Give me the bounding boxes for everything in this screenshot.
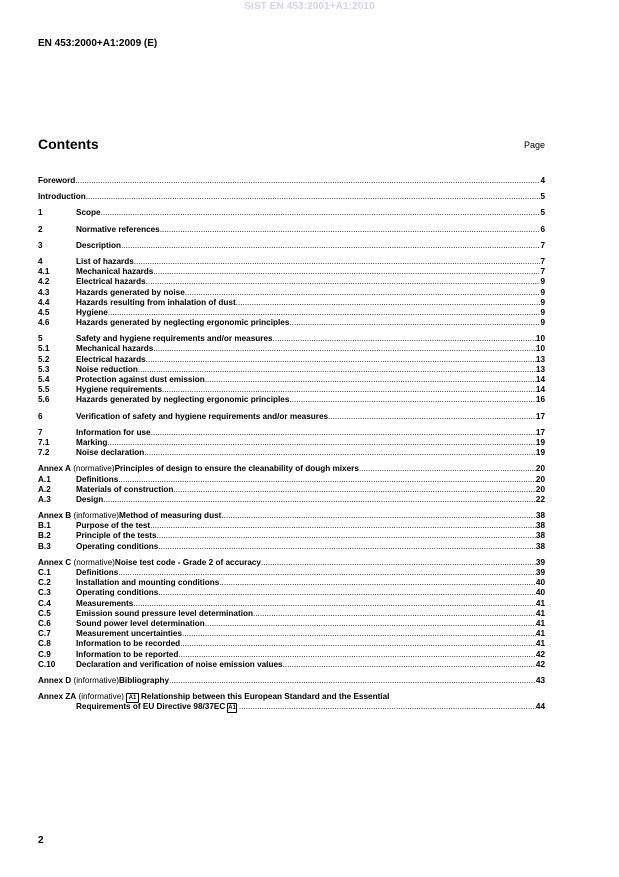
amendment-start-icon: A1	[126, 693, 139, 703]
leader-dots	[103, 495, 536, 505]
annex-title: Principles of design to ensure the cleanability of dough mixers	[114, 464, 359, 474]
toc-group	[38, 692, 545, 712]
toc-entry	[38, 277, 545, 287]
toc-entry	[38, 609, 545, 619]
annex-heading	[38, 464, 115, 474]
leader-dots	[205, 619, 536, 629]
leader-dots	[144, 448, 536, 458]
section-number: 4	[38, 256, 43, 266]
leader-dots	[205, 375, 536, 385]
section-number: 5.2	[38, 354, 50, 364]
leader-dots	[185, 288, 541, 298]
section-number: A.2	[38, 484, 51, 494]
section-number: 4.4	[38, 297, 50, 307]
toc-entry	[38, 485, 545, 495]
toc-entry	[38, 578, 545, 588]
page-ref: 10	[535, 344, 545, 354]
annex-label: Annex C	[38, 557, 72, 567]
annex-type: (normative)	[73, 464, 115, 474]
page-ref: 44	[535, 702, 545, 712]
toc-entry	[38, 208, 545, 218]
page-ref: 42	[535, 649, 545, 659]
toc-entry	[38, 412, 545, 422]
page-ref: 13	[535, 364, 545, 374]
toc-entry	[38, 257, 545, 267]
section-title: Noise declaration	[76, 448, 145, 458]
section-title: Operating conditions	[76, 541, 159, 551]
section-number: 7	[38, 427, 43, 437]
toc-entry	[38, 448, 545, 458]
leader-dots	[133, 599, 536, 609]
leader-dots	[219, 578, 536, 588]
section-number: 7.2	[38, 448, 50, 458]
section-title: Hazards generated by neglecting ergonomic principles	[76, 318, 290, 328]
page-ref: 7	[540, 256, 545, 266]
page-ref: 39	[535, 557, 545, 567]
toc-entry	[38, 438, 545, 448]
toc-group	[38, 428, 545, 459]
section-number: C.2	[38, 578, 51, 588]
leader-dots	[180, 639, 536, 649]
section-number: A.3	[38, 494, 51, 504]
toc-group	[38, 241, 545, 251]
page-ref: 9	[540, 318, 545, 328]
annex-label: Annex ZA	[38, 692, 77, 702]
toc-entry	[38, 355, 545, 365]
section-title: Mechanical hazards	[76, 267, 154, 277]
toc-entry	[38, 521, 545, 531]
section-title: Mechanical hazards	[76, 344, 154, 354]
toc-group	[38, 412, 545, 422]
toc-group	[38, 464, 545, 505]
leader-dots	[162, 385, 536, 395]
leader-dots	[261, 558, 536, 568]
toc-entry	[38, 225, 545, 235]
annex-title: Bibliography	[119, 675, 170, 685]
leader-dots	[253, 609, 536, 619]
leader-dots	[146, 277, 541, 287]
section-number: 5.6	[38, 395, 50, 405]
toc-entry	[38, 531, 545, 541]
page-ref: 6	[540, 224, 545, 234]
toc-entry	[38, 588, 545, 598]
leader-dots	[158, 542, 536, 552]
section-title: Installation and mounting conditions	[76, 578, 220, 588]
toc-annex-entry	[38, 511, 545, 521]
leader-dots	[118, 568, 536, 578]
toc-group	[38, 511, 545, 552]
section-number: 4.1	[38, 267, 50, 277]
leader-dots	[150, 521, 536, 531]
toc-entry	[38, 334, 545, 344]
annex-type: (informative)	[73, 511, 119, 521]
page-ref: 10	[535, 334, 545, 344]
toc-annex-entry	[38, 558, 545, 568]
annex-heading	[38, 511, 119, 521]
annex-label: Annex A	[38, 464, 71, 474]
annex-title: Requirements of EU Directive 98/37EC	[76, 702, 226, 712]
leader-dots	[146, 355, 536, 365]
section-title: Information for use	[76, 427, 151, 437]
section-number: 5	[38, 334, 43, 344]
page-ref: 9	[540, 307, 545, 317]
toc-entry	[38, 599, 545, 609]
section-number: C.7	[38, 629, 51, 639]
toc-group	[38, 225, 545, 235]
section-title: Description	[76, 240, 122, 250]
section-number: 4.5	[38, 307, 50, 317]
section-title: Operating conditions	[76, 588, 159, 598]
leader-dots	[151, 428, 536, 438]
leader-dots	[239, 702, 536, 712]
toc-entry	[38, 176, 545, 186]
section-title: Declaration and verification of noise emission values	[76, 659, 283, 669]
page-ref: 20	[535, 484, 545, 494]
page-ref: 20	[535, 474, 545, 484]
toc-entry	[38, 344, 545, 354]
leader-dots	[158, 588, 536, 598]
toc-entry	[38, 395, 545, 405]
annex-title: Noise test code - Grade 2 of accuracy	[114, 557, 261, 567]
page-ref: 19	[535, 448, 545, 458]
section-number: 1	[38, 208, 43, 218]
leader-dots	[289, 395, 536, 405]
annex-label: Annex D	[38, 675, 72, 685]
section-number: 5.5	[38, 385, 50, 395]
leader-dots	[173, 485, 536, 495]
section-title: Measurement uncertainties	[76, 629, 183, 639]
page-ref: 7	[540, 267, 545, 277]
section-number: B.3	[38, 541, 51, 551]
section-title: Scope	[76, 208, 101, 218]
section-number: A.1	[38, 474, 51, 484]
leader-dots	[153, 267, 540, 277]
section-title: Electrical hazards	[76, 277, 146, 287]
page-ref: 38	[535, 521, 545, 531]
page-ref: 40	[535, 578, 545, 588]
page-ref: 9	[540, 287, 545, 297]
section-title: Hygiene	[76, 307, 108, 317]
page-ref: 20	[535, 464, 545, 474]
toc-entry	[38, 365, 545, 375]
toc-entry	[38, 475, 545, 485]
toc-entry	[38, 542, 545, 552]
toc-entry	[38, 192, 545, 202]
page-ref: 22	[535, 494, 545, 504]
section-number: C.8	[38, 639, 51, 649]
page-ref: 9	[540, 297, 545, 307]
section-title: Safety and hygiene requirements and/or measures	[76, 334, 273, 344]
section-number: C.4	[38, 598, 51, 608]
section-title: Design	[76, 494, 104, 504]
page-ref: 16	[535, 395, 545, 405]
leader-dots	[289, 318, 540, 328]
document-id: EN 453:2000+A1:2009 (E)	[38, 38, 158, 49]
leader-dots	[359, 464, 536, 474]
leader-dots	[178, 650, 536, 660]
section-title: Materials of construction	[76, 484, 174, 494]
section-title: Normative references	[76, 224, 160, 234]
leader-dots	[169, 676, 536, 686]
section-title: Hazards resulting from inhalation of dust	[76, 297, 236, 307]
section-number: 7.1	[38, 437, 50, 447]
toc-entry	[38, 288, 545, 298]
section-number: B.2	[38, 531, 51, 541]
page-ref: 9	[540, 277, 545, 287]
section-title: Marking	[76, 437, 108, 447]
section-title: Measurements	[76, 598, 134, 608]
section-number: 5.4	[38, 375, 50, 384]
leader-dots	[182, 629, 536, 639]
toc-entry	[38, 650, 545, 660]
section-number: C.5	[38, 608, 51, 618]
leader-dots	[138, 365, 536, 375]
toc-entry	[38, 318, 545, 328]
toc-annex-entry	[38, 692, 545, 702]
toc-entry	[38, 267, 545, 277]
section-title: Foreword	[38, 176, 76, 185]
section-number: 6	[38, 411, 43, 421]
toc-group	[38, 176, 545, 186]
table-of-contents	[38, 176, 545, 718]
section-title: List of hazards	[76, 256, 134, 266]
page-ref: 7	[540, 240, 545, 250]
toc-entry	[38, 495, 545, 505]
toc-group	[38, 676, 545, 686]
leader-dots	[86, 192, 541, 202]
page-ref: 19	[535, 437, 545, 447]
page-ref: 41	[535, 598, 545, 608]
section-title: Electrical hazards	[76, 354, 146, 364]
page-ref: 39	[535, 568, 545, 577]
section-number: C.9	[38, 649, 51, 659]
page-ref: 17	[535, 411, 545, 421]
page-ref: 41	[535, 639, 545, 649]
page-column-label: Page	[523, 140, 545, 150]
page-ref: 40	[535, 588, 545, 598]
page-ref: 43	[535, 675, 545, 685]
amendment-end-icon: A1	[228, 705, 236, 712]
leader-dots	[118, 475, 536, 485]
section-number: 2	[38, 224, 43, 234]
page-ref: 14	[535, 385, 545, 395]
toc-entry	[38, 629, 545, 639]
leader-dots	[134, 257, 541, 267]
leader-dots	[153, 344, 536, 354]
annex-type: (informative)	[73, 675, 119, 685]
annex-title: Relationship between this European Standard and the Essential	[141, 692, 390, 702]
leader-dots	[236, 298, 541, 308]
page-number: 2	[38, 835, 44, 846]
section-title: Hygiene requirements	[76, 385, 162, 395]
section-title: Emission sound pressure level determination	[76, 608, 253, 618]
section-number: B.1	[38, 521, 51, 531]
toc-entry	[38, 241, 545, 251]
section-number: C.3	[38, 588, 51, 598]
toc-entry	[38, 428, 545, 438]
section-number: C.1	[38, 568, 51, 577]
toc-group	[38, 208, 545, 218]
toc-annex-entry	[38, 464, 545, 474]
page-ref: 38	[535, 511, 545, 521]
section-number: 5.1	[38, 344, 50, 354]
page-ref: 5	[540, 208, 545, 218]
section-number: 4.2	[38, 277, 50, 287]
annex-type: (informative)	[78, 692, 124, 702]
annex-type: (normative)	[73, 557, 115, 567]
toc-group	[38, 192, 545, 202]
page-ref: 41	[535, 629, 545, 639]
section-title: Information to be reported	[76, 649, 179, 659]
leader-dots	[273, 334, 536, 344]
toc-entry	[38, 298, 545, 308]
toc-group	[38, 558, 545, 670]
toc-entry	[38, 660, 545, 670]
annex-heading	[38, 692, 124, 702]
section-title: Verification of safety and hygiene requirements and/or measures	[76, 411, 329, 421]
page-ref: 41	[535, 608, 545, 618]
section-title: Information to be recorded	[76, 639, 181, 649]
leader-dots	[157, 531, 536, 541]
leader-dots	[101, 208, 541, 218]
toc-group	[38, 257, 545, 328]
page-ref: 4	[540, 176, 545, 185]
section-title: Sound power level determination	[76, 618, 205, 628]
page-ref: 38	[535, 541, 545, 551]
section-title: Noise reduction	[76, 364, 138, 374]
page-ref: 14	[535, 375, 545, 384]
leader-dots	[75, 176, 540, 186]
annex-title: Method of measuring dust	[119, 511, 222, 521]
annex-heading	[38, 676, 119, 686]
page-ref: 17	[535, 427, 545, 437]
section-title: Introduction	[38, 192, 86, 202]
section-number: C.10	[38, 659, 56, 669]
toc-annex-entry-continuation	[38, 702, 545, 712]
section-title: Principle of the tests	[76, 531, 157, 541]
section-number: 5.3	[38, 364, 50, 374]
section-number: 4.3	[38, 287, 50, 297]
toc-entry	[38, 619, 545, 629]
watermark: SIST EN 453:2001+A1:2010	[244, 1, 375, 12]
section-title: Protection against dust emission	[76, 375, 205, 384]
section-title: Definitions	[76, 568, 119, 577]
leader-dots	[283, 660, 536, 670]
section-number: 3	[38, 240, 43, 250]
section-title: Definitions	[76, 474, 119, 484]
toc-annex-entry	[38, 676, 545, 686]
section-number: 4.6	[38, 318, 50, 328]
page-ref: 41	[535, 618, 545, 628]
section-title: Purpose of the test	[76, 521, 151, 531]
toc-entry	[38, 385, 545, 395]
leader-dots	[328, 412, 536, 422]
page-ref: 42	[535, 659, 545, 669]
toc-entry	[38, 639, 545, 649]
leader-dots	[108, 308, 541, 318]
section-number: C.6	[38, 618, 51, 628]
page-ref: 5	[540, 192, 545, 202]
page-title: Contents	[38, 136, 99, 152]
leader-dots	[121, 241, 540, 251]
toc-entry	[38, 308, 545, 318]
toc-entry	[38, 375, 545, 385]
section-title: Hazards generated by noise	[76, 287, 185, 297]
leader-dots	[107, 438, 535, 448]
annex-heading	[38, 558, 115, 568]
leader-dots	[160, 225, 541, 235]
toc-group	[38, 334, 545, 405]
page-ref: 38	[535, 531, 545, 541]
section-title: Hazards generated by neglecting ergonomic principles	[76, 395, 290, 405]
toc-entry	[38, 568, 545, 578]
leader-dots	[221, 511, 536, 521]
annex-label: Annex B	[38, 511, 72, 521]
page-ref: 13	[535, 354, 545, 364]
